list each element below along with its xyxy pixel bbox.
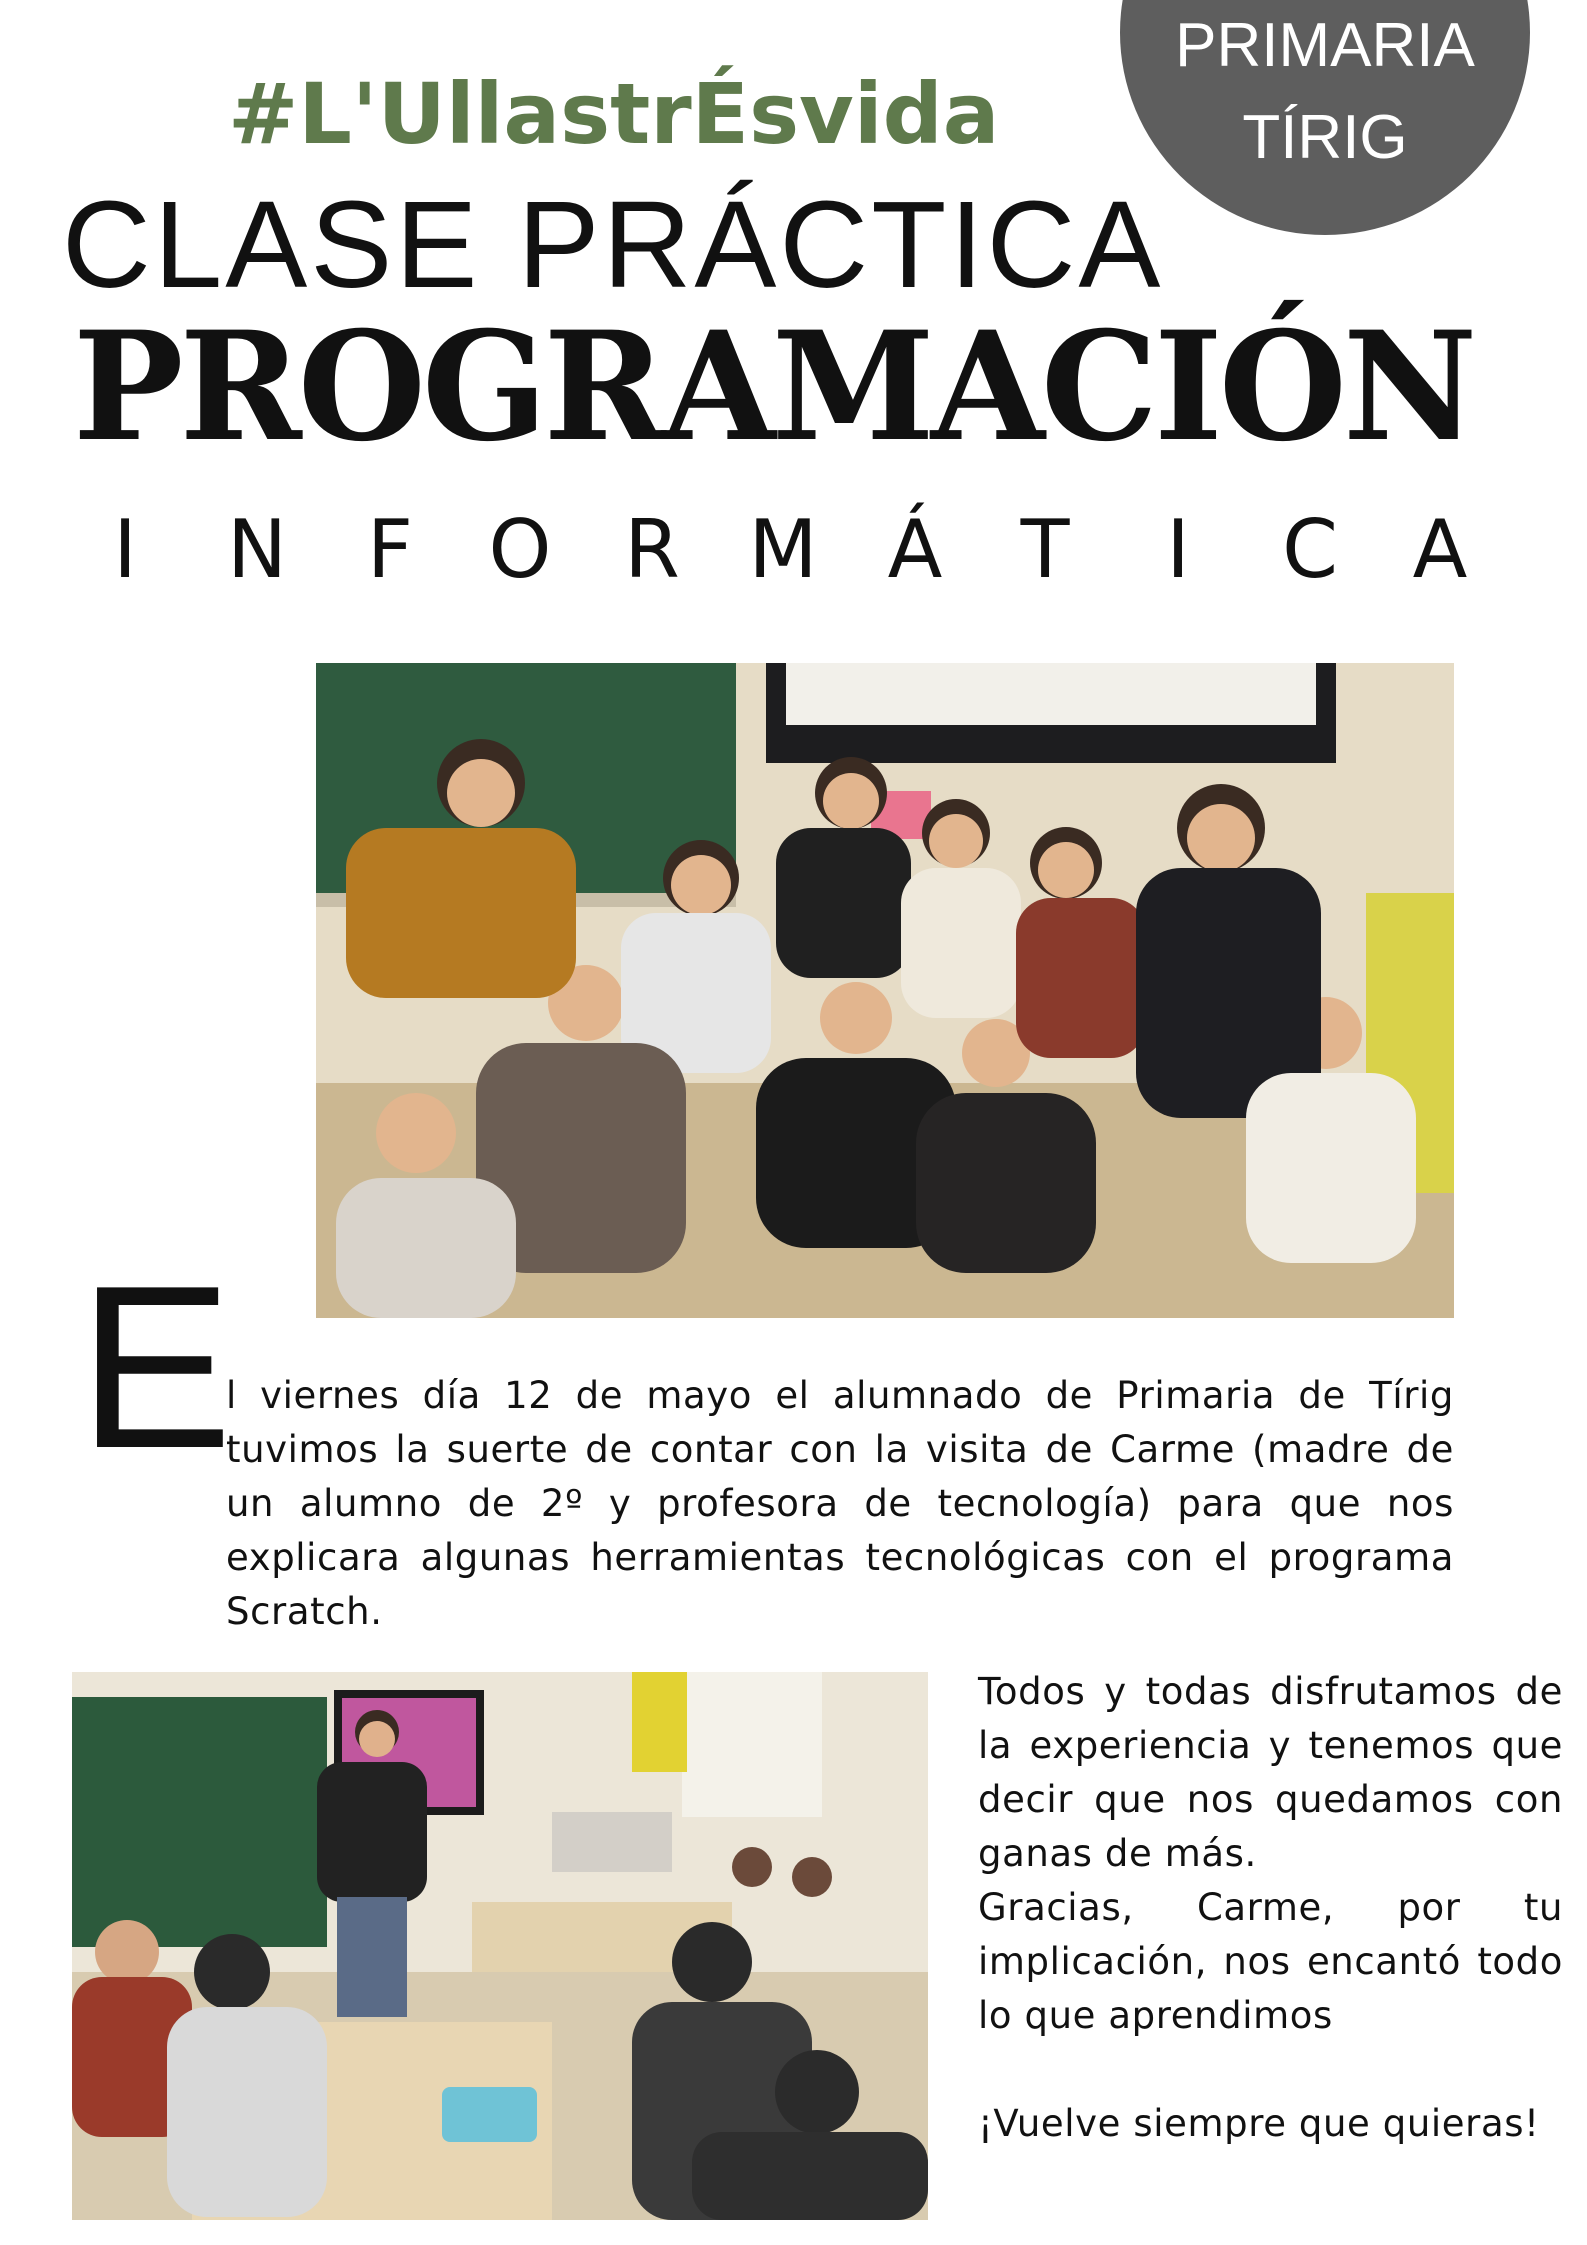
group-photo-scene (316, 663, 1454, 1318)
title-letter: I (113, 503, 137, 596)
title-letter: F (366, 503, 413, 596)
title-letter: A (1412, 503, 1468, 596)
article-paragraph-2: Todos y todas disfrutamos de la experiencia y tenemos que decir que nos quedamos con ganas de más. (978, 1670, 1563, 1875)
group-photo-image (316, 663, 1454, 1318)
title-letter: N (227, 503, 287, 596)
article-paragraph-1: l viernes día 12 de mayo el alumnado de Primaria de Tírig tuvimos la suerte de contar con la visita de Carme (madre de un alumno de 2º y profesora de tecnología) para que nos explicara algunas herramientas tecnológicas con el programa Scratch. (226, 1374, 1454, 1633)
title-letter: I (1166, 503, 1190, 596)
title-line-2: PROGRAMACIÓN (73, 299, 1474, 475)
school-badge (1120, 0, 1530, 235)
badge-line-2: TÍRIG (1242, 103, 1408, 172)
title-letter: M (748, 503, 818, 596)
title-letter: O (488, 503, 552, 596)
title-line-3 (85, 503, 1505, 596)
classroom-photo-scene (72, 1672, 928, 2220)
title-letter: T (1020, 503, 1070, 596)
title-letter: Á (887, 503, 943, 596)
badge-line-1: PRIMARIA (1175, 11, 1475, 80)
paragraph-spacer (978, 2043, 1563, 2097)
title-letter: C (1282, 503, 1338, 596)
article-paragraph-4: ¡Vuelve siempre que quieras! (978, 2102, 1540, 2145)
article-paragraph-3: Gracias, Carme, por tu implicación, nos encantó todo lo que aprendimos (978, 1886, 1563, 2037)
hashtag-heading: #L'UllastrÉsvida (228, 65, 1000, 163)
article-side-column (978, 1665, 1563, 2151)
title-line-1: CLASE PRÁCTICA (62, 177, 1164, 314)
drop-cap: E (78, 1238, 233, 1497)
classroom-photo-image (72, 1672, 928, 2220)
title-letter: R (624, 503, 680, 596)
